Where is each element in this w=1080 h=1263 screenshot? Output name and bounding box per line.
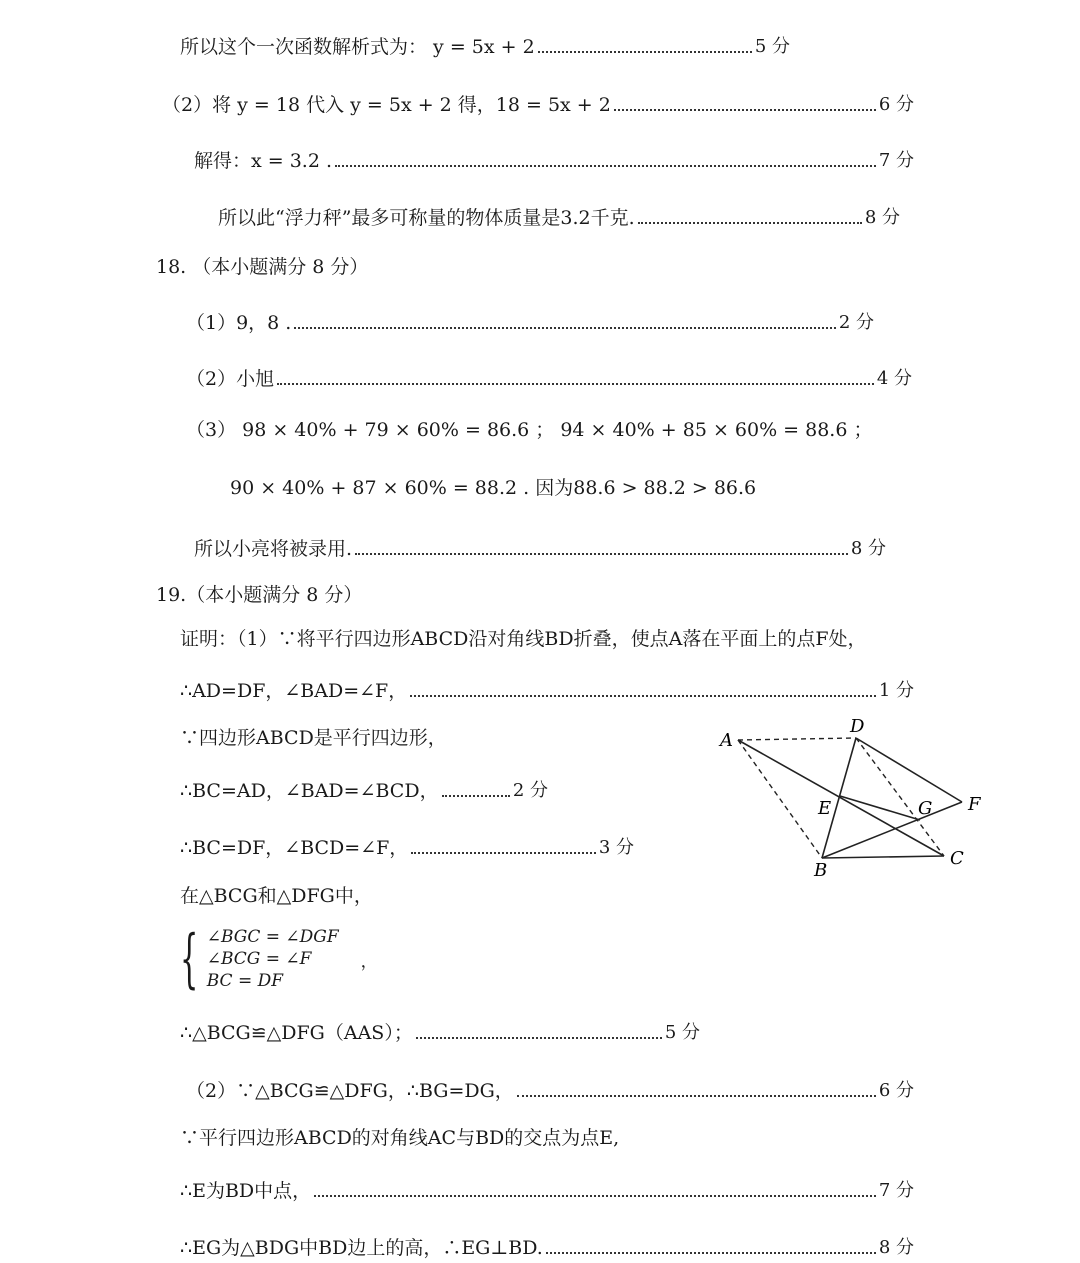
q19-step-1 [180, 672, 914, 706]
q19-triangles: 在△BCG和△DFG中， [180, 885, 373, 907]
segment-AB-dashed [738, 740, 822, 858]
line-text: ∴△BCG≌△DFG（AAS）； [180, 1021, 413, 1044]
leader-dots [277, 383, 874, 385]
leader-dots [335, 165, 876, 167]
leader-dots [442, 795, 510, 797]
label-F: F [968, 794, 981, 815]
q18-part2 [186, 360, 912, 394]
leader-dots [355, 553, 848, 555]
line-text: ∴BC=AD，∠BAD=∠BCD， [180, 779, 439, 802]
label-A: A [720, 730, 733, 751]
leader-dots [614, 109, 876, 111]
parallelogram-fold-figure [700, 710, 1000, 890]
line-text: 所以这个一次函数解析式为： y = 5x + 2 [180, 35, 535, 58]
q19-step-2 [180, 772, 548, 806]
score-label: 8 分 [864, 207, 900, 228]
q19-parallelogram: ∵四边形ABCD是平行四边形， [180, 727, 447, 749]
line-text: 解得：x = 3.2 . [194, 149, 333, 172]
leader-dots [517, 1095, 876, 1097]
score-label: 5 分 [754, 36, 790, 57]
q19-proof-intro: 证明：（1）∵将平行四边形ABCD沿对角线BD折叠，使点A落在平面上的点F处， [180, 628, 867, 650]
line-text: （2）∵△BCG≌△DFG，∴BG=DG， [186, 1079, 514, 1102]
q18-part3-conclusion [194, 530, 886, 564]
leader-dots [314, 1195, 876, 1197]
label-E: E [818, 798, 832, 819]
q19-midpoint [180, 1172, 914, 1206]
question-19-heading: 19.（本小题满分 8 分） [156, 584, 363, 606]
score-label: 5 分 [664, 1022, 700, 1043]
question-18-heading: 18. （本小题满分 8 分） [156, 256, 369, 278]
solution-line-solve [194, 142, 914, 176]
label-D: D [850, 716, 865, 737]
leader-dots [538, 51, 752, 53]
line-text: ∴E为BD中点， [180, 1179, 312, 1202]
q19-part2-step [186, 1072, 914, 1106]
solution-line-substitute [162, 86, 914, 120]
score-label: 4 分 [876, 368, 912, 389]
segment-EG [840, 796, 920, 820]
leader-dots [416, 1037, 662, 1039]
score-label: 8 分 [850, 538, 886, 559]
q19-diagonals: ∵平行四边形ABCD的对角线AC与BD的交点为点E, [180, 1127, 620, 1149]
segment-BC [822, 856, 944, 858]
segment-BF [822, 802, 962, 858]
system-comma: ， [360, 951, 378, 972]
left-brace: { [180, 922, 199, 996]
score-label: 7 分 [878, 1180, 914, 1201]
score-label: 6 分 [878, 94, 914, 115]
leader-dots [546, 1252, 876, 1254]
equation-system [180, 922, 378, 996]
score-label: 3 分 [598, 837, 634, 858]
line-text: ∴BC=DF，∠BCD=∠F， [180, 836, 409, 859]
line-text: （2）小旭 [186, 367, 275, 390]
system-eq-1: ∠BGC = ∠DGF [206, 927, 339, 947]
score-label: 6 分 [878, 1080, 914, 1101]
line-text: ∴EG为△BDG中BD边上的高，∴EG⊥BD. [180, 1236, 543, 1259]
score-label: 1 分 [878, 680, 914, 701]
solution-line-conclusion [218, 199, 900, 233]
score-label: 2 分 [512, 780, 548, 801]
line-text: 所以小亮将被录用. [194, 537, 353, 560]
line-text: （2）将 y = 18 代入 y = 5x + 2 得，18 = 5x + 2 [162, 93, 611, 116]
q18-part1 [186, 304, 874, 338]
solution-line-function [180, 28, 790, 62]
score-label: 8 分 [878, 1237, 914, 1258]
q18-part3-calc-1: （3） 98 × 40% + 79 × 60% = 86.6 ； 94 × 40% + 85 × 60% = 88.6 ； [186, 419, 873, 441]
label-C: C [950, 848, 964, 869]
system-eq-3: BC = DF [206, 971, 284, 991]
leader-dots [411, 852, 596, 854]
label-G: G [918, 798, 933, 819]
leader-dots [410, 695, 876, 697]
leader-dots [638, 222, 862, 224]
system-eq-2: ∠BCG = ∠F [206, 949, 312, 969]
segment-DF [856, 738, 962, 802]
q19-step-3 [180, 829, 634, 863]
segment-AD-dashed [738, 738, 856, 740]
system-equations [207, 926, 339, 992]
segment-AC [738, 740, 944, 856]
q19-final [180, 1229, 914, 1263]
label-B: B [814, 860, 828, 881]
line-text: 所以此“浮力秤”最多可称量的物体质量是3.2千克. [218, 206, 635, 229]
score-label: 7 分 [878, 150, 914, 171]
q18-part3-calc-2: 90 × 40% + 87 × 60% = 88.2 . 因为88.6 > 88.2 > 86.6 [230, 477, 757, 499]
line-text: ∴AD=DF，∠BAD=∠F， [180, 679, 408, 702]
leader-dots [294, 327, 835, 329]
q19-congruence [180, 1014, 700, 1048]
line-text: （1）9，8 . [186, 311, 292, 334]
score-label: 2 分 [838, 312, 874, 333]
